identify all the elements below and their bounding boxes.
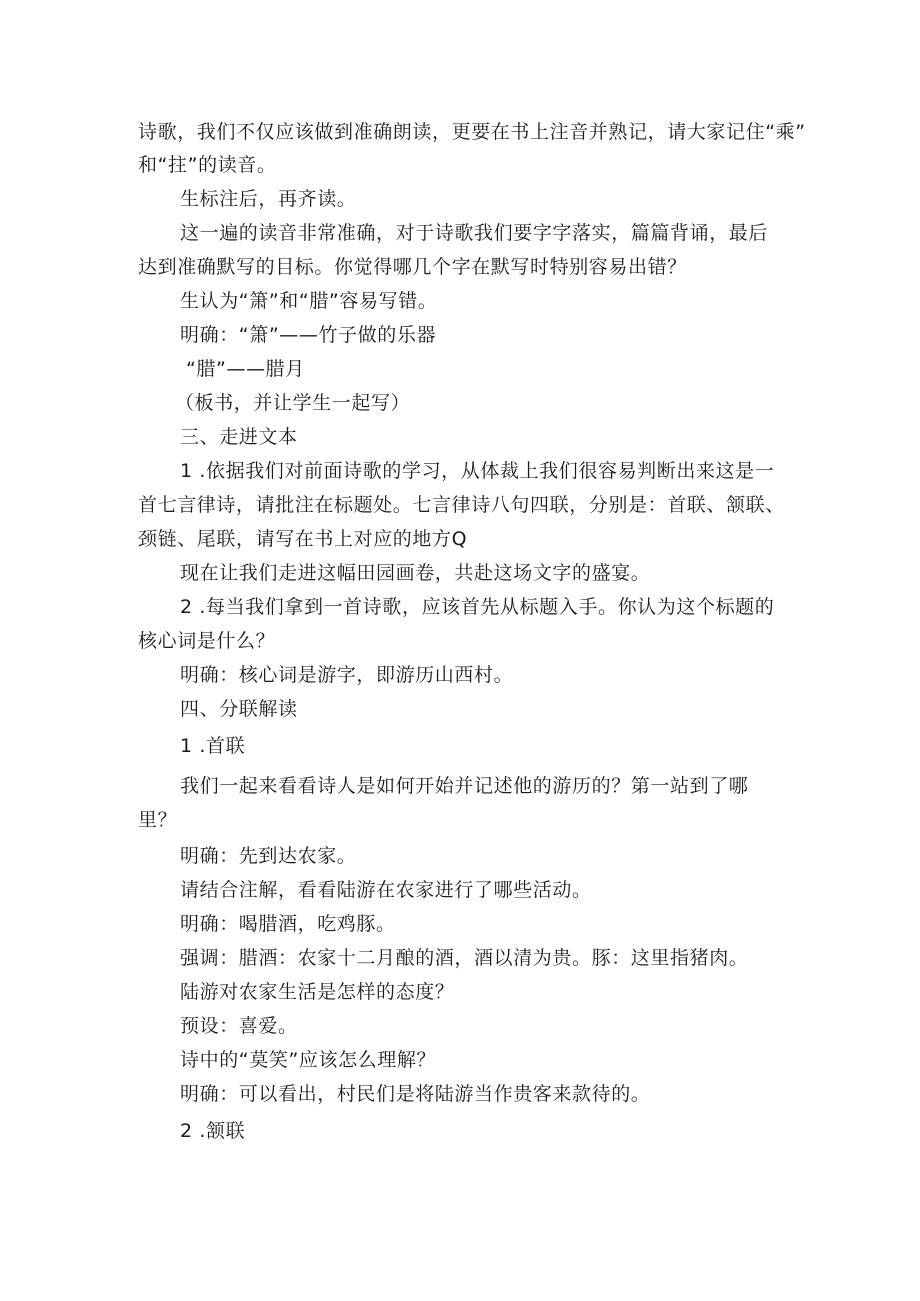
subsection-heading: 2 .颔联 (180, 1120, 246, 1142)
text-line: 现在让我们走进这幅田园画卷，共赴这场文字的盛宴。 (180, 562, 651, 584)
text-line: 请结合注解，看看陆游在农家进行了哪些活动。 (180, 879, 592, 901)
text-line: 明确：“箫”——竹子做的乐器 (180, 324, 437, 346)
text-line: 生标注后，再齐读。 (180, 188, 357, 210)
text-line: 和“拄”的读音。 (138, 154, 277, 176)
text-line: 诗中的“莫笑”应该怎么理解？ (180, 1049, 437, 1071)
text-line: 核心词是什么？ (138, 630, 276, 652)
text-line: 预设：喜爱。 (180, 1015, 298, 1037)
text-line: 明确：核心词是游字，即游历山西村。 (180, 664, 514, 686)
text-line: 1 .依据我们对前面诗歌的学习，从体裁上我们很容易判断出来这是一 (180, 460, 775, 482)
text-line: 这一遍的读音非常准确，对于诗歌我们要字字落实，篇篇背诵，最后 (180, 222, 769, 244)
text-line: 明确：喝腊酒，吃鸡豚。 (180, 913, 396, 935)
text-line: 里？ (138, 809, 178, 831)
section-heading: 三、走进文本 (180, 426, 298, 448)
section-heading: 四、分联解读 (180, 698, 298, 720)
text-line: 生认为“箫”和“腊”容易写错。 (180, 290, 438, 312)
text-line: 强调：腊酒：农家十二月酿的酒，酒以清为贵。豚：这里指猪肉。 (180, 947, 749, 969)
text-line: 明确：先到达农家。 (180, 845, 357, 867)
subsection-heading: 1 .首联 (180, 735, 246, 757)
text-line: 2 .每当我们拿到一首诗歌，应该首先从标题入手。你认为这个标题的 (180, 596, 775, 618)
text-line: （板书，并让学生一起写） (175, 392, 411, 414)
text-line: 颈链、尾联，请写在书上对应的地方Q (138, 528, 468, 550)
text-line: 达到准确默写的目标。你觉得哪几个字在默写时特别容易出错？ (138, 256, 687, 278)
text-line: 我们一起来看看诗人是如何开始并记述他的游历的？第一站到了哪 (180, 775, 749, 797)
text-line: 陆游对农家生活是怎样的态度？ (180, 981, 455, 1003)
text-line: 首七言律诗，请批注在标题处。七言律诗八句四联，分别是：首联、颔联、 (138, 494, 785, 516)
text-line: 诗歌，我们不仅应该做到准确朗读，更要在书上注音并熟记，请大家记住“乘” (138, 121, 806, 143)
text-line: “腊”——腊月 (186, 358, 305, 380)
text-line: 明确：可以看出，村民们是将陆游当作贵客来款待的。 (180, 1083, 651, 1105)
